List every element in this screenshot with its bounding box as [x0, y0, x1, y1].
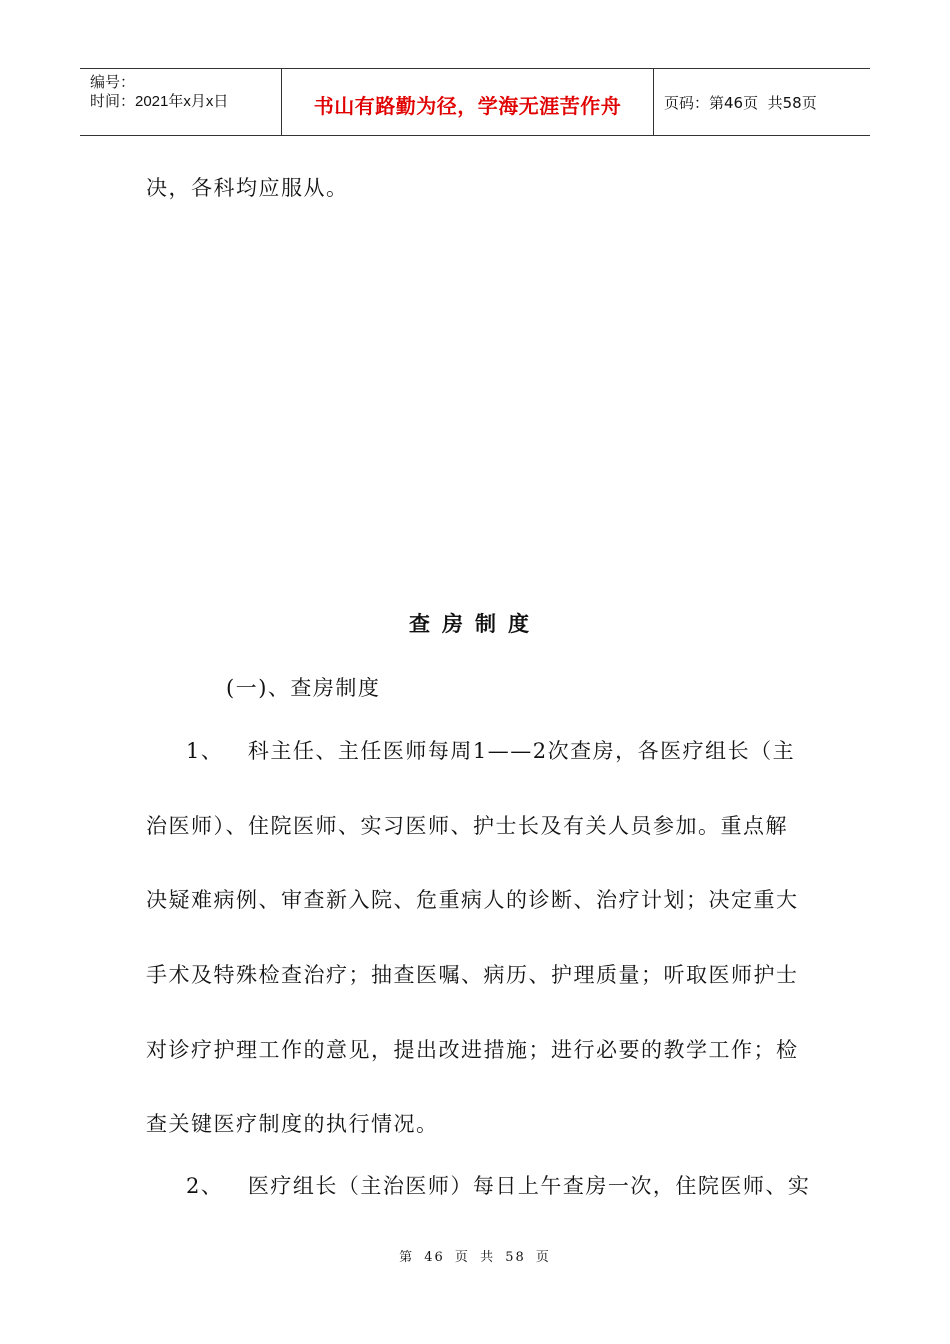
- page-number-label: 页码：第46页 共58页: [664, 93, 817, 112]
- date-label: 时间：2021年x月x日: [90, 93, 229, 110]
- section-title: 查房制度: [409, 612, 541, 636]
- header-motto-cell: [282, 69, 654, 135]
- paragraph-line: 对诊疗护理工作的意见，提出改进措施；进行必要的教学工作；检: [146, 1038, 799, 1062]
- header-meta-cell: [80, 69, 282, 135]
- paragraph-line: 手术及特殊检查治疗；抽查医嘱、病历、护理质量；听取医师护士: [146, 963, 799, 987]
- item-2-paragraph: 2、 医疗组长（主治医师）每日上午查房一次，住院医师、实: [186, 1174, 811, 1198]
- subsection-heading: (一)、查房制度: [226, 676, 381, 700]
- paragraph-line: 治医师）、住院医师、实习医师、护士长及有关人员参加。重点解: [146, 814, 788, 838]
- header-page-cell: [654, 69, 870, 135]
- paragraph-line: 1、 科主任、主任医师每周1——2次查房，各医疗组长（主: [186, 739, 796, 763]
- serial-number-label: 编号：: [90, 74, 136, 91]
- paragraph-line: 决疑难病例、审查新入院、危重病人的诊断、治疗计划；决定重大: [146, 888, 799, 912]
- page-footer: 第 46 页 共 58 页: [399, 1250, 551, 1265]
- motto-text: 书山有路勤为径，学海无涯苦作舟: [313, 93, 622, 118]
- continuation-text: 决，各科均应服从。: [146, 176, 349, 200]
- page-header: [80, 68, 870, 136]
- paragraph-line: 查关键医疗制度的执行情况。: [146, 1112, 439, 1136]
